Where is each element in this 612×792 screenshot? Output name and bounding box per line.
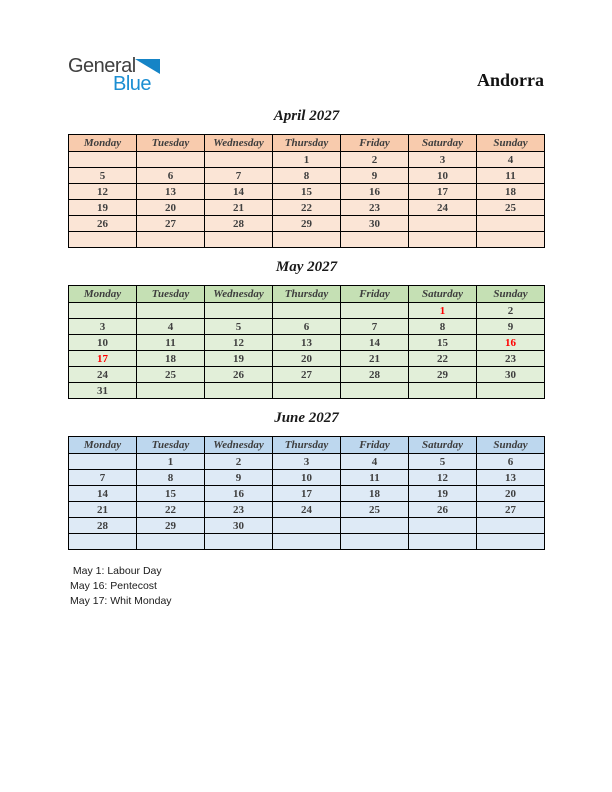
date-cell: 3 [409,152,477,168]
day-header: Sunday [477,286,545,303]
date-cell: 25 [341,502,409,518]
empty-cell [341,518,409,534]
empty-cell [477,534,545,550]
day-header-row [69,135,545,152]
date-cell: 10 [69,335,137,351]
date-cell: 2 [341,152,409,168]
week-row [69,216,545,232]
day-header: Tuesday [137,286,205,303]
date-cell: 16 [477,335,545,351]
day-header: Monday [69,437,137,454]
date-cell: 20 [137,200,205,216]
holiday-legend-line: May 17: Whit Monday [70,595,172,607]
day-header: Saturday [409,135,477,152]
date-cell: 7 [341,319,409,335]
date-cell: 14 [69,486,137,502]
date-cell: 10 [273,470,341,486]
date-cell: 27 [273,367,341,383]
date-cell: 4 [137,319,205,335]
empty-cell [341,303,409,319]
week-row [69,303,545,319]
week-row [69,486,545,502]
date-cell: 11 [341,470,409,486]
week-row [69,152,545,168]
week-row [69,534,545,550]
date-cell: 12 [69,184,137,200]
week-row [69,518,545,534]
logo-flag-icon [135,59,160,74]
day-header: Tuesday [137,135,205,152]
date-cell: 21 [341,351,409,367]
empty-cell [69,232,137,248]
date-cell: 9 [341,168,409,184]
date-cell: 7 [69,470,137,486]
date-cell: 6 [477,454,545,470]
date-cell: 2 [477,303,545,319]
date-cell: 29 [137,518,205,534]
empty-cell [409,216,477,232]
day-header: Wednesday [205,286,273,303]
date-cell: 28 [69,518,137,534]
week-row [69,168,545,184]
date-cell: 14 [205,184,273,200]
empty-cell [273,518,341,534]
empty-cell [69,303,137,319]
holiday-legend-line: May 16: Pentecost [70,580,157,592]
country-title: Andorra [477,70,544,90]
holiday-legend [70,564,172,609]
date-cell: 23 [341,200,409,216]
date-cell: 1 [137,454,205,470]
month-table [68,436,545,550]
month-section [68,257,545,399]
date-cell: 5 [409,454,477,470]
date-cell: 20 [477,486,545,502]
empty-cell [409,383,477,399]
empty-cell [341,383,409,399]
empty-cell [477,518,545,534]
date-cell: 22 [273,200,341,216]
date-cell: 5 [205,319,273,335]
date-cell: 26 [205,367,273,383]
day-header: Tuesday [137,437,205,454]
empty-cell [205,534,273,550]
week-row [69,232,545,248]
week-row [69,335,545,351]
empty-cell [137,383,205,399]
date-cell: 30 [205,518,273,534]
empty-cell [137,303,205,319]
logo-text-blue: Blue [113,73,152,95]
date-cell: 26 [409,502,477,518]
week-row [69,319,545,335]
day-header: Wednesday [205,437,273,454]
week-row [69,470,545,486]
general-blue-logo [68,56,168,98]
empty-cell [273,232,341,248]
date-cell: 13 [137,184,205,200]
week-row [69,200,545,216]
date-cell: 20 [273,351,341,367]
date-cell: 13 [477,470,545,486]
date-cell: 17 [409,184,477,200]
empty-cell [69,152,137,168]
week-row [69,184,545,200]
month-title: May 2027 [275,259,338,275]
week-row [69,351,545,367]
day-header: Monday [69,286,137,303]
day-header: Saturday [409,286,477,303]
month-section [68,106,545,248]
empty-cell [341,232,409,248]
empty-cell [205,303,273,319]
day-header: Saturday [409,437,477,454]
date-cell: 17 [69,351,137,367]
week-row [69,454,545,470]
date-cell: 6 [273,319,341,335]
day-header: Monday [69,135,137,152]
date-cell: 1 [409,303,477,319]
date-cell: 15 [273,184,341,200]
day-header: Sunday [477,437,545,454]
date-cell: 28 [341,367,409,383]
date-cell: 29 [409,367,477,383]
date-cell: 21 [69,502,137,518]
date-cell: 3 [273,454,341,470]
date-cell: 8 [409,319,477,335]
date-cell: 18 [477,184,545,200]
empty-cell [409,518,477,534]
empty-cell [137,232,205,248]
empty-cell [69,534,137,550]
date-cell: 27 [477,502,545,518]
empty-cell [341,534,409,550]
date-cell: 30 [477,367,545,383]
date-cell: 23 [205,502,273,518]
date-cell: 5 [69,168,137,184]
empty-cell [137,534,205,550]
month-title: June 2027 [274,410,339,426]
empty-cell [69,454,137,470]
month-title: April 2027 [273,108,340,124]
date-cell: 12 [409,470,477,486]
date-cell: 8 [137,470,205,486]
months-container [68,106,545,559]
empty-cell [273,303,341,319]
date-cell: 27 [137,216,205,232]
day-header: Friday [341,437,409,454]
date-cell: 26 [69,216,137,232]
date-cell: 24 [409,200,477,216]
holiday-legend-line: May 1: Labour Day [70,565,162,577]
date-cell: 15 [409,335,477,351]
date-cell: 15 [137,486,205,502]
date-cell: 25 [137,367,205,383]
date-cell: 6 [137,168,205,184]
date-cell: 19 [205,351,273,367]
week-row [69,367,545,383]
date-cell: 22 [409,351,477,367]
empty-cell [273,383,341,399]
date-cell: 9 [205,470,273,486]
date-cell: 4 [341,454,409,470]
date-cell: 25 [477,200,545,216]
date-cell: 21 [205,200,273,216]
date-cell: 24 [273,502,341,518]
date-cell: 23 [477,351,545,367]
empty-cell [477,216,545,232]
day-header: Friday [341,286,409,303]
date-cell: 17 [273,486,341,502]
day-header: Thursday [273,135,341,152]
date-cell: 30 [341,216,409,232]
empty-cell [477,383,545,399]
date-cell: 19 [409,486,477,502]
day-header: Sunday [477,135,545,152]
date-cell: 11 [137,335,205,351]
date-cell: 22 [137,502,205,518]
logo-text-general: General [68,55,136,77]
empty-cell [205,232,273,248]
empty-cell [409,534,477,550]
date-cell: 11 [477,168,545,184]
month-table [68,134,545,248]
day-header: Wednesday [205,135,273,152]
day-header: Thursday [273,437,341,454]
empty-cell [137,152,205,168]
date-cell: 16 [205,486,273,502]
empty-cell [273,534,341,550]
date-cell: 24 [69,367,137,383]
date-cell: 19 [69,200,137,216]
date-cell: 8 [273,168,341,184]
date-cell: 28 [205,216,273,232]
date-cell: 4 [477,152,545,168]
date-cell: 9 [477,319,545,335]
date-cell: 14 [341,335,409,351]
date-cell: 18 [341,486,409,502]
date-cell: 12 [205,335,273,351]
day-header: Friday [341,135,409,152]
empty-cell [409,232,477,248]
month-section [68,408,545,550]
date-cell: 10 [409,168,477,184]
week-row [69,383,545,399]
date-cell: 13 [273,335,341,351]
empty-cell [477,232,545,248]
date-cell: 3 [69,319,137,335]
date-cell: 1 [273,152,341,168]
day-header-row [69,437,545,454]
month-table [68,285,545,399]
date-cell: 29 [273,216,341,232]
date-cell: 2 [205,454,273,470]
day-header-row [69,286,545,303]
date-cell: 31 [69,383,137,399]
date-cell: 16 [341,184,409,200]
week-row [69,502,545,518]
empty-cell [205,383,273,399]
date-cell: 18 [137,351,205,367]
day-header: Thursday [273,286,341,303]
empty-cell [205,152,273,168]
date-cell: 7 [205,168,273,184]
